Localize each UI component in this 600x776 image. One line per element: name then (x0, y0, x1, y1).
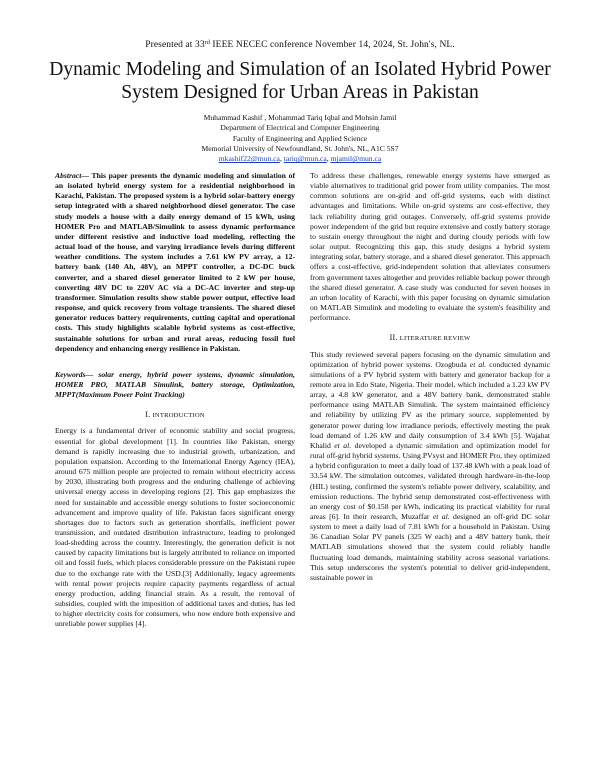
abstract-text: — This paper presents the dynamic modeling and simulation of an isolated hybrid energy system for a residential neighborhood in Karachi, Pakistan. The proposed system is a hybrid solar-battery energy setup integrated with a shared neighborhood diesel generator. The case study models a house with a daily energy demand of 15 kWh, using HOMER Pro and MATLAB/Simulink to assess dynamic performance under different resistive and inductive load modeling, reflecting the actual load of the house, and varying irradiance levels during different weather conditions. The system includes a 7.61 kW PV array, a 12-battery bank (140 Ah, 48V), an MPPT controller, a DC-DC buck converter, and a shared diesel generator limited to 2 kW per house, converting 48V DC to 220V AC via a DC-AC inverter and step-up transformer. Simulation results show stable power output, effective load response, and quick recovery from voltage transients. The shared diesel generator reduces battery requirements, cutting capital and operational costs. This study highlights scalable hybrid systems as cost-effective, sustainable solutions for urban and rural areas, reducing fossil fuel dependency and enhancing energy resilience in Pakistan. (55, 171, 295, 353)
abstract (55, 171, 295, 354)
keywords-label: Keywords— (55, 369, 94, 379)
introduction-paragraph-continued: To address these challenges, renewable energy systems have emerged as viable alternatives to traditional grid power from utility companies. The most common solutions are on-grid and off-grid systems, each with distinct advantages and limitations. While on-grid systems are cost-effective, they lack reliability during grid outages. Conversely, off-grid systems provide power independent of the grid but require extensive and costly battery storage to sustain energy throughout the night and during cloudy periods with low solar output. Recognizing this gap, this study designs a hybrid system integrating solar, battery storage, and a shared diesel generator. This approach offers a cost-effective, grid-independent solution that alleviates consumers from government taxes altogether and provides reliable backup power through the shared diesel generator. A case study was conducted for seven houses in an urban locality of Karachi, with this paper focusing on dynamic simulation on MATLAB Simulink and modeling to evaluate the system's feasibility and performance. (310, 171, 550, 323)
section-title: LITERATURE REVIEW (399, 335, 471, 343)
author-faculty: Faculty of Engineering and Applied Science (232, 133, 368, 143)
section-number: I. (145, 410, 151, 420)
email-link[interactable]: mjamil@mun.ca (330, 154, 382, 164)
keywords-text: solar energy, hybrid power systems, dynamic simulation, HOMER PRO, MATLAB Simulink, battery storage, Optimization, MPPT(Maximum Power Point Tracking) (55, 369, 295, 400)
text-run: This study reviewed several papers focusing on the dynamic simulation and optimization of hybrid power systems. Ozogbuda (310, 349, 550, 369)
conference-prefix: Presented at 33 (145, 40, 205, 50)
et-al: et al. (432, 512, 450, 521)
literature-review-paragraph (310, 350, 550, 584)
text-run: conducted dynamic simulations of a PV hybrid system with battery and generator backup for a remote area in Edo State, Nigeria. Their model, which included a 1.23 kW PV array, a 4.8 kW generator, and a 48V battery bank, demonstrated stable performance using MATLAB Simulink. The system maintained efficiency and reliability by utilizing PV as the primary source, supplemented by generator power during low irradiance periods, effectively meeting the peak load demand of 1.26 kW and daily consumption of 3.4 kWh [5]. Wajahat Khalid (310, 359, 551, 450)
author-block (0, 113, 600, 164)
author-department: Department of Electrical and Computer Engineering (220, 123, 380, 133)
section-heading-introduction (55, 410, 295, 421)
et-al: et al. (469, 359, 487, 369)
section-title: INTRODUCTION (152, 412, 205, 420)
text-run: designed an off-grid DC solar system to meet a daily load of 7.81 kWh for a household in Pakistan. Using 36 Canadian Solar PV panels (325 W each) and a 48V battery bank, their MATLAB simulations showed that the system could reliably handle fluctuating load demands, maintaining stability across seasonal variations. This setup underscores the system's potential to deliver grid-independent, sustainable power in (310, 512, 551, 582)
paper-title: Dynamic Modeling and Simulation of an Isolated Hybrid Power System Designed for Urban Areas in Pakistan (49, 59, 551, 103)
author-names: Muhammad Kashif , Mohammad Tariq Iqbal and Mohsin Jamil (203, 113, 397, 122)
email-link[interactable]: mkashif22@mun.ca (218, 154, 280, 164)
right-column (310, 171, 550, 583)
et-al: et al. (334, 440, 352, 450)
left-column (55, 171, 295, 630)
author-emails: mkashif22@mun.ca, tariq@mun.ca, mjamil@mun.ca (218, 154, 382, 164)
abstract-label: Abstract (55, 171, 82, 180)
introduction-paragraph: Energy is a fundamental driver of economic stability and social progress, essential for global development [1]. In countries like Pakistan, energy demand is rapidly increasing due to industrial growth, urbanization, and population expansion. According to the International Energy Agency (IEA), around 675 million people are projected to remain without electricity access by 2030, illustrating both progress and the enduring challenge of achieving universal energy access in developing regions [2]. This gap emphasizes the need for sustainable and accessible energy solutions to foster socioeconomic advancement and improve quality of life. Pakistan faces significant energy shortages due to factors such as generation shortfalls, inefficient power transmission, and outdated distribution infrastructure, leading to prolonged load-shedding across the country. Interestingly, the generation deficit is not caused by capacity limitations but is largely attributed to reliance on imported oil and fossil fuels, which places considerable pressure on the Pakistani rupee due to the exchange rate with the USD.[3] Additionally, legacy agreements with rental power projects require capacity payments regardless of actual energy production, adding financial strain. As a result, the removal of subsidies, coupled with the imposition of additional taxes and duties, has led to higher electricity costs for consumers, who now endure both expensive and unreliable power supplies [4]. (55, 426, 295, 629)
text-run: developed a dynamic simulation and optimization model for rural off-grid hybrid systems. Using PVsyst and HOMER Pro, they optimized a hybrid configuration to meet a daily load of 137.48 kWh with a peak load of 33.54 kW. The simulation outcomes, validated through hardware-in-the-loop (HIL) testing, confirmed the system's reliable power delivery, scalability, and emission reductions. The hybrid setup demonstrated cost-effectiveness with an energy cost of $0.158 per kWh, indicating its practical viability for rural areas [6]. In their research, Muzaffar (310, 440, 550, 521)
section-heading-literature-review (310, 333, 550, 344)
author-university: Memorial University of Newfoundland, St. John's, NL, A1C 5S7 (201, 143, 399, 153)
conference-ordinal: rd (204, 40, 210, 46)
section-number: II. (389, 333, 398, 343)
conference-line (0, 40, 600, 50)
keywords (55, 370, 295, 400)
email-link[interactable]: tariq@mun.ca (283, 154, 327, 164)
conference-suffix: IEEE NECEC conference November 14, 2024, St. John's, NL. (209, 40, 455, 50)
